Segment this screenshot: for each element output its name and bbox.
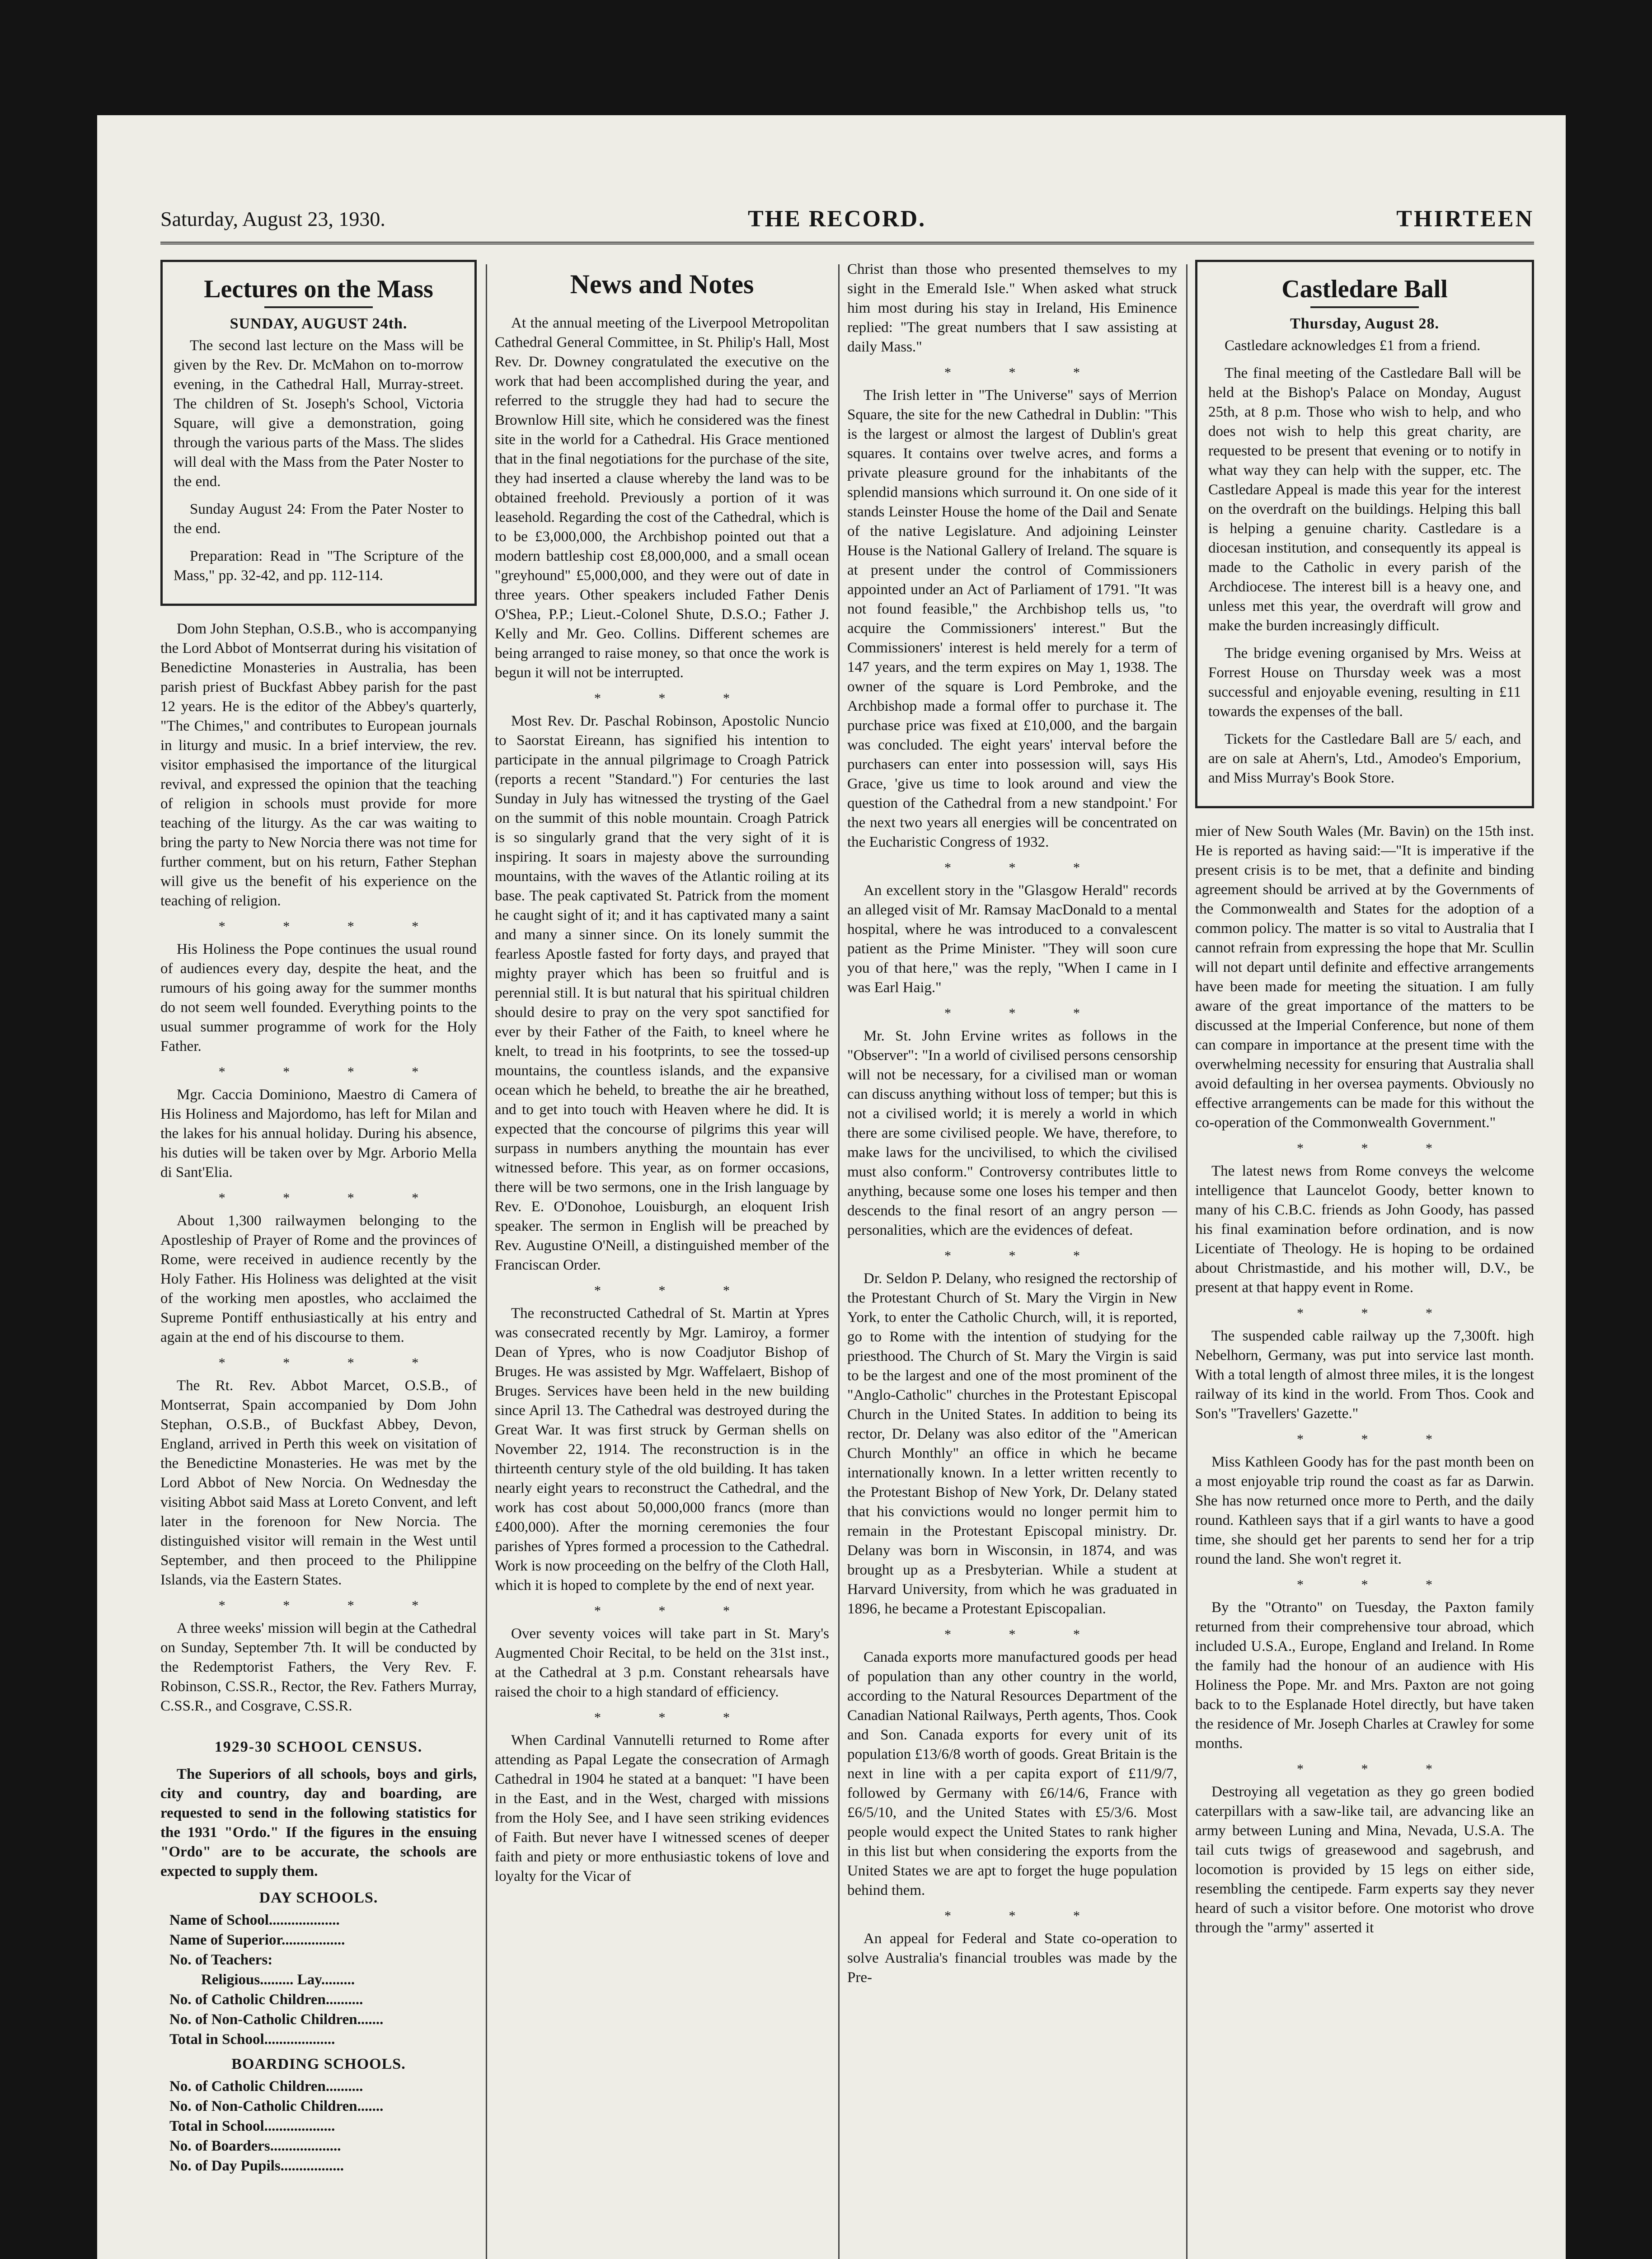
article-paragraph: The Irish letter in "The Universe" says of Merrion Square, the site for the new Cathedral in Dublin: "This is the largest or almost the largest of Dublin's great squares. It contains over twelve acres, and forms a private pleasure ground for the inhabitants of the splendid mansions which surround it. On one side of it stands Leinster House the home of the Dail and Senate of the native Legislature. And adjoining Leinster House is the National Gallery of Ireland. The square is at present under the control of Commissioners appointed under an Act of Parliament of 1791. "It was not found feasible," the Archbishop tells us, "to acquire the Commissioners' interest." But the Commissioners' interest is held merely for a term of 147 years, and the term expires on May 1, 1938. The owner of the square is Lord Pembroke, and the Archbishop made a formal offer to purchase it. The purchase price was fixed at £10,000, and the bargain was concluded. The eight years' interval before the purchasers can enter into possession will, says His Grace, 'give us time to look around and view the question of the Cathedral from a new standpoint.' For the next two years all energies will be concentrated on the Eucharistic Congress of 1932.	[847, 387, 1177, 850]
section-separator: * * *	[1297, 1577, 1460, 1592]
title-underline	[1310, 306, 1419, 308]
article-paragraph: Destroying all vegetation as they go green bodied caterpillars with a saw-like tail, are advancing like an army between Luning and Mina, Nevada, U.S.A. The tail cuts twigs of greasewood and sagebrush, and locomotion is provided by 15 legs on either side, resembling the centipede. Farm experts say they never heard of such a visitor before. One motorist who drove through the "army" asserted it	[1195, 1784, 1534, 1936]
census-form-line: No. of Teachers:	[169, 1952, 273, 1968]
census-form-line: No. of Boarders...................	[169, 2138, 341, 2154]
census-form-line: No. of Non-Catholic Children.......	[169, 2011, 384, 2028]
article-paragraph: Most Rev. Dr. Paschal Robinson, Apostolic Nuncio to Saorstat Eireann, has signified his intention to participate in the annual pilgrimage to Croagh Patrick (reports a recent "Standard.") For centuries the last Sunday in July has witnessed the trysting of the Gael on the summit of this noble mountain. Croagh Patrick is so singularly grand that the very sight of it is inspiring. It soars in majesty above the surrounding mountains, with the waves of the Atlantic roiling at its base. The peak captivated St. Patrick from the moment he caught sight of it; and it has captivated many a saint and many a sinner since. On its lonely summit the fearless Apostle fasted for forty days, and prayed that mighty prayer which has been so fruitful and is perennial still. It is but natural that his spiritual children should desire to pray on the very spot sanctified for ever by their Father of the Faith, to kneel where he knelt, to tread in his footprints, to see the tossed-up mountains, the countless islands, and the expansive ocean which he beheld, to breathe the air he breathed, and to get into touch with Heaven where he did. It is expected that the concourse of pilgrims this year will surpass in numbers anything the mountain has ever witnessed before. This year, as on former occasions, there will be two sermons, one in the Irish language by Rev. E. O'Donohoe, Louisburgh, an eloquent Irish speaker. The sermon in English will be preached by Rev. Augustine O'Neill, a distinguished member of the Franciscan Order.	[495, 713, 829, 1273]
lectures-paragraph: Preparation: Read in "The Scripture of the Mass," pp. 32-42, and pp. 112-114.	[174, 548, 464, 584]
census-form-line: Name of Superior.................	[169, 1932, 345, 1948]
census-form-line: No. of Day Pupils.................	[169, 2158, 344, 2174]
census-intro: The Superiors of all schools, boys and girls, city and country, day and boarding, are requested to send in the following statistics for the 1931 "Ordo." If the figures in the ensuing "Ordo" are to be accurate, the schools are expected to supply them.	[160, 1766, 477, 1879]
column-2	[495, 260, 829, 2259]
article-paragraph: Mgr. Caccia Dominiono, Maestro di Camera of His Holiness and Majordomo, has left for Milan and the lakes for his annual holiday. During his absence, his duties will be taken over by Mgr. Arborio Mella di Sant'Elia.	[160, 1087, 477, 1181]
section-separator: * * *	[944, 860, 1107, 875]
column-rule	[1186, 264, 1187, 2259]
article-paragraph: The suspended cable railway up the 7,300ft. high Nebelhorn, Germany, was put into service last month. With a total length of almost three miles, it is the longest railway of its kind in the world. From Thos. Cook and Son's "Travellers' Gazette."	[1195, 1328, 1534, 1422]
section-separator: * * * *	[218, 1064, 446, 1079]
section-separator: * * *	[594, 691, 757, 706]
section-separator: * * *	[1297, 1762, 1460, 1776]
column-1	[160, 260, 477, 2259]
section-separator: * * * *	[218, 1190, 446, 1205]
newspaper-page	[97, 115, 1566, 2259]
article-paragraph: The reconstructed Cathedral of St. Martin at Ypres was consecrated recently by Mgr. Lamiroy, a former Dean of Ypres, who is now Coadjutor Bishop of Bruges. He was assisted by Mgr. Waffelaert, Bishop of Bruges. Services have been held in the new building since April 13. The Cathedral was destroyed during the Great War. It was first struck by German shells on November 22, 1914. The reconstruction is in the thirteenth century style of the old building. It has taken nearly eight years to reconstruct the Cathedral, and the work has cost about 50,000,000 francs (more than £400,000). After the morning ceremonies the four parishes of Ypres formed a procession to the Cathedral. Work is now proceeding on the belfry of the Cloth Hall, which it is hoped to complete by the end of next year.	[495, 1305, 829, 1593]
article-paragraph: Christ than those who presented themselves to my sight in the Emerald Isle." When asked what struck him most during his stay in Ireland, His Eminence replied: "The great numbers that I saw assisting at daily Mass."	[847, 261, 1177, 355]
article-paragraph: When Cardinal Vannutelli returned to Rome after attending as Papal Legate the consecration of Armagh Cathedral in 1904 he stated at a banquet: "I have been in the East, and in the West, charged with missions from the Holy See, and I have seen striking evidences of Faith. But never have I witnessed scenes of deeper faith and piety or more enthusiastic tokens of love and loyalty for the Vicar of	[495, 1732, 829, 1884]
section-separator: * * *	[944, 1248, 1107, 1263]
census-form-line: No. of Non-Catholic Children.......	[169, 2098, 384, 2114]
article-paragraph: About 1,300 railwaymen belonging to the Apostleship of Prayer of Rome and the provinces of Rome, were received in audience recently by the Holy Father. His Holiness was delighted at the visit of the working men apostles, who acclaimed the Supreme Pontiff enthusiastically at his entry and again at the end of his discourse to them.	[160, 1213, 477, 1345]
castledare-box	[1195, 260, 1534, 808]
section-separator: * * *	[1297, 1432, 1460, 1447]
section-separator: * * *	[944, 1627, 1107, 1642]
article-paragraph: The latest news from Rome conveys the welcome intelligence that Launcelot Goody, better known to many of his C.B.C. friends as John Goody, has passed his final examination before ordination, and is now Licentiate of Theology. He is hoping to be ordained about Christmastide, and his mother will, D.V., be present at that happy event in Rome.	[1195, 1163, 1534, 1296]
lectures-subheading: SUNDAY, AUGUST 24th.	[230, 315, 408, 332]
census-form-line: No. of Catholic Children..........	[169, 1992, 363, 2008]
castledare-paragraph: The final meeting of the Castledare Ball will be held at the Bishop's Palace on Monday, August 25th, at 8 p.m. Those who wish to help, and who does not wish to help this great charity, are requested to be present that evening or to notify in what way they can help with the supper, etc. The Castledare Appeal is made this year for the interest on the overdraft on the buildings. Helping this ball is helping a genuine charity. Castledare is a diocesan institution, and consequently its appeal is made to the Catholic in every parish of the Archdiocese. The interest bill is a heavy one, and unless met this year, the overdraft will grow and make the burden increasingly difficult.	[1208, 365, 1521, 634]
column-4-articles	[1195, 822, 1534, 1938]
section-separator: * * *	[594, 1283, 757, 1298]
article-paragraph: His Holiness the Pope continues the usual round of audiences every day, despite the heat, and the rumours of his going away for the summer months do not seem well founded. Everything points to the usual summer programme of work for the Holy Father.	[160, 941, 477, 1055]
castledare-paragraph: Tickets for the Castledare Ball are 5/ each, and are on sale at Ahern's, Ltd., Amodeo's Emporium, and Miss Murray's Book Store.	[1208, 731, 1521, 786]
lectures-paragraph: Sunday August 24: From the Pater Noster to the end.	[174, 501, 464, 537]
article-paragraph: Miss Kathleen Goody has for the past month been on a most enjoyable trip round the coast as far as Darwin. She has now returned once more to Perth, and the daily round. Kathleen says that if a girl wants to have a good time, she should get her parents to send her for a trip round the land. She won't regret it.	[1195, 1454, 1534, 1567]
article-paragraph: mier of New South Wales (Mr. Bavin) on the 15th inst. He is reported as having said:—"It is imperative if the present crisis is to be met, that a definite and binding agreement should be arrived at by the Governments of the Commonwealth and States for the adoption of a common policy. The matter is so vital to Australia that I cannot refrain from expressing the hope that Mr. Scullin will not depart until definite and effective arrangements have been made for meeting the situation. I am fully aware of the great importance of the matters to be discussed at the Imperial Conference, but none of them can compare in importance at the present time with the overwhelming necessity for ensuring that Australia shall avoid defaulting in her oversea payments. Obviously no effective arrangements can be made for this without the co-operation of the Commonwealth Government."	[1195, 823, 1534, 1131]
article-paragraph: Canada exports more manufactured goods per head of population than any other country in the world, according to the Natural Resources Department of the Canadian National Railways, Perth agents, Thos. Cook and Son. Canada exports for every unit of its population £13/6/8 worth of goods. Great Britain is the next in line with a per capita export of £11/9/7, followed by Germany with £6/14/6, France with £6/5/10, and the United States with £5/3/6. Most people would expect the United States to rank higher in this list but when considering the exports from the United States we are apt to forget the huge population behind them.	[847, 1649, 1177, 1898]
boarding-schools-heading: BOARDING SCHOOLS.	[231, 2056, 406, 2072]
section-separator: * * * *	[218, 1355, 446, 1370]
castledare-paragraph: Castledare acknowledges £1 from a friend.	[1225, 337, 1481, 354]
lectures-title: Lectures on the Mass	[204, 275, 433, 303]
census-form-line: Total in School...................	[169, 2031, 335, 2048]
masthead	[160, 206, 1534, 244]
section-separator: * * * *	[218, 1598, 446, 1613]
page-number: THIRTEEN	[1396, 206, 1534, 232]
article-paragraph: By the "Otranto" on Tuesday, the Paxton family returned from their comprehensive tour abroad, which included U.S.A., Europe, England and Ireland. In Rome the family had the honour of an audience with His Holiness the Pope. Mr. and Mrs. Paxton are not going back to to the Esplanade Hotel directly, but have taken the residence of Mr. Joseph Charles at Crawley for some months.	[1195, 1599, 1534, 1752]
lectures-paragraph: The second last lecture on the Mass will be given by the Rev. Dr. McMahon on to-morrow evening, in the Cathedral Hall, Murray-street. The children of St. Joseph's School, Victoria Square, will give a demonstration, going through the various parts of the Mass. The slides will deal with the Mass from the Pater Noster to the end.	[174, 337, 464, 490]
section-separator: * * *	[594, 1710, 757, 1725]
article-paragraph: Dr. Seldon P. Delany, who resigned the rectorship of the Protestant Church of St. Mary the Virgin in New York, to enter the Catholic Church, will, it is reported, go to Rome with the intention of studying for the priesthood. The Church of St. Mary the Virgin is said to be the largest and one of the most prominent of the "Anglo-Catholic" churches in the Protestant Episcopal Church in the United States. In addition to being its rector, Dr. Delany was also editor of the "American Church Monthly" an office in which he became internationally known. In a letter written recently to the Protestant Bishop of New York, Dr. Delany stated that his convictions would no longer permit him to remain in the Protestant Episcopal ministry. Dr. Delany was born in Wisconsin, in 1874, and was brought up as a Presbyterian. While a student at Harvard University, from which he was graduated in 1896, he became a Protestant Episcopalian.	[847, 1270, 1177, 1617]
article-paragraph: An appeal for Federal and State co-operation to solve Australia's financial troubles was made by the Pre-	[847, 1931, 1177, 1986]
section-separator: * * *	[944, 1006, 1107, 1021]
article-paragraph: Dom John Stephan, O.S.B., who is accompanying the Lord Abbot of Montserrat during his visitation of Benedictine Monasteries in Australia, has been parish priest of Buckfast Abbey parish for the past 12 years. He is the editor of the Abbey's quarterly, "The Chimes," and contributes to European journals in liturgy and music. In a brief interview, the rev. visitor emphasised the importance of the liturgical revival, and expressed the opinion that the teaching of religion in schools must provide for more teaching of the liturgy. As the car was waiting to bring the party to New Norcia there was not time for further comment, but on his return, Father Stephan will give us the benefit of his experience on the teaching of religion.	[160, 621, 477, 909]
article-paragraph: A three weeks' mission will begin at the Cathedral on Sunday, September 7th. It will be conducted by the Redemptorist Fathers, the Very Rev. F. Robinson, C.SS.R., Rector, the Rev. Fathers Murray, C.SS.R., and Cosgrave, C.SS.R.	[160, 1620, 477, 1714]
article-paragraph: At the annual meeting of the Liverpool Metropolitan Cathedral General Committee, in St. Philip's Hall, Most Rev. Dr. Downey congratulated the executive on the work that had been accomplished during the year, and referred to the struggle they had had to secure the Brownlow Hill site, which he considered was the finest site in the world for a Cathedral. His Grace mentioned that in the final negotiations for the purchase of the site, they had inserted a clause whereby the land was to be obtained freehold. Previously a portion of it was leasehold. Regarding the cost of the Cathedral, which is to be £3,000,000, the Archbishop pointed out that a modern battleship cost £8,000,000, and a small ocean "greyhound" £5,000,000, and they were out of date in three years. Other speakers included Father Denis O'Shea, P.P.; Lieut.-Colonel Shute, D.S.O.; Father J. Kelly and Mr. Geo. Collins. Different schemes are being arranged to raise money, so that once the work is begun it will not be interrupted.	[495, 315, 829, 681]
article-paragraph: The Rt. Rev. Abbot Marcet, O.S.B., of Montserrat, Spain accompanied by Dom John Stephan, O.S.B., of Buckfast Abbey, Devon, England, arrived in Perth this week on visitation of the Benedictine Monasteries. He was met by the Lord Abbot of New Norcia. On Wednesday the visiting Abbot said Mass at Loreto Convent, and left later in the forenoon for New Norcia. The distinguished visitor will remain in the West until September, and then proceed to the Philippine Islands, via the Eastern States.	[160, 1378, 477, 1588]
section-separator: * * *	[1297, 1141, 1460, 1156]
census-title: 1929-30 SCHOOL CENSUS.	[214, 1739, 423, 1755]
section-separator: * * *	[944, 1908, 1107, 1923]
section-separator: * * * *	[218, 919, 446, 934]
section-separator: * * *	[944, 365, 1107, 380]
issue-date: Saturday, August 23, 1930.	[160, 207, 385, 230]
article-paragraph: Mr. St. John Ervine writes as follows in the "Observer": "In a world of civilised persons censorship will not be necessary, for a civilised man or woman can discuss anything without loss of temper; but this is not a civilised world; it is merely a world in which there are some civilised people. We have, therefore, to make laws for the uncivilised, to which the civilised must also conform." Controversy contributes little to anything, because some one loses his temper and then descends to the final resort of an angry person — personalities, which are the evidences of defeat.	[847, 1028, 1177, 1238]
castledare-title: Castledare Ball	[1281, 275, 1448, 303]
newspaper-title: THE RECORD.	[748, 206, 926, 232]
census-form-line: Total in School...................	[169, 2118, 335, 2134]
column-4	[1195, 260, 1534, 2259]
article-paragraph: An excellent story in the "Glasgow Herald" records an alleged visit of Mr. Ramsay MacDonald to a mental hospital, where he was introduced to a convalescent patient as the Prime Minister. "They will soon cure you of that here," was the reply, "When I came in I was Earl Haig."	[847, 882, 1177, 996]
census-form-line: Name of School...................	[169, 1912, 340, 1928]
column-rule	[838, 264, 840, 2259]
castledare-paragraph: The bridge evening organised by Mrs. Weiss at Forrest House on Thursday week was a most successful and enjoyable evening, resulting in £11 towards the expenses of the ball.	[1208, 645, 1521, 720]
article-paragraph: Over seventy voices will take part in St. Mary's Augmented Choir Recital, to be held on the 31st inst., at the Cathedral at 3 p.m. Constant rehearsals have raised the choir to a high standard of efficiency.	[495, 1626, 829, 1700]
lectures-box	[160, 260, 477, 606]
section-separator: * * *	[1297, 1306, 1460, 1321]
title-underline	[264, 306, 373, 308]
castledare-subheading: Thursday, August 28.	[1290, 315, 1439, 332]
census-form-line: No. of Catholic Children..........	[169, 2078, 363, 2095]
column-rule	[486, 264, 487, 2259]
news-and-notes-heading: News and Notes	[570, 269, 754, 299]
day-schools-heading: DAY SCHOOLS.	[259, 1889, 378, 1906]
section-separator: * * *	[594, 1603, 757, 1618]
census-form-line: Religious......... Lay.........	[201, 1972, 355, 1988]
column-3	[847, 260, 1177, 2259]
